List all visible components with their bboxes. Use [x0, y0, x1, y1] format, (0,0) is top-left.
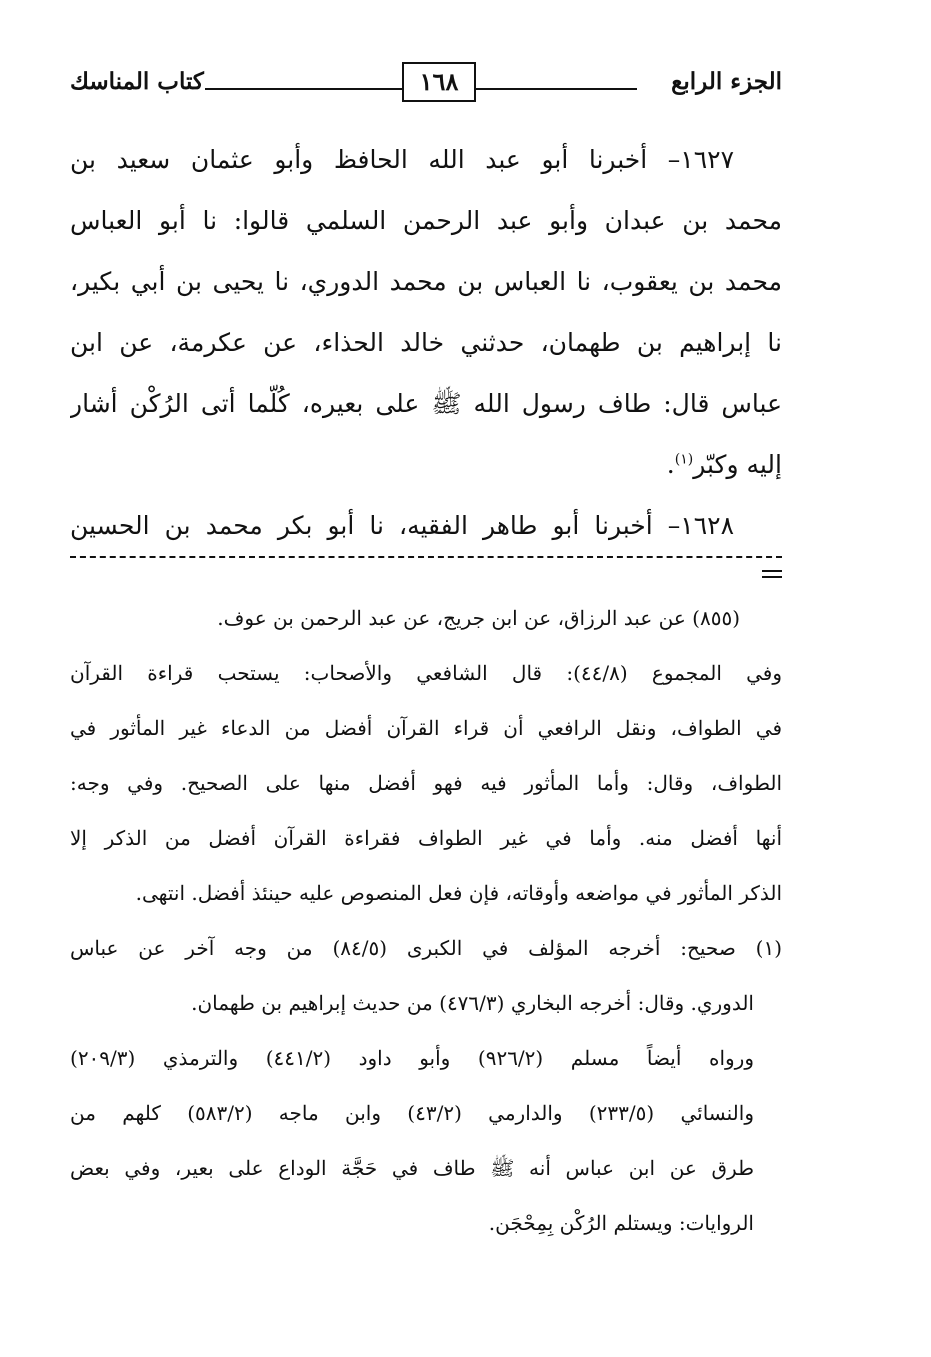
hadith-line-text: إليه وكبّر: [693, 450, 782, 479]
footnote-line: في الطواف، ونقل الرافعي أن قراء القرآن أفضل من الدعاء غير المأثور في: [70, 716, 782, 740]
footnote-line: أنها أفضل منه. وأما في غير الطواف فقراءة القرآن أفضل من الذكر إلا: [70, 826, 782, 850]
footnote-line: الذكر المأثور في مواضعه وأوقاته، فإن فعل المنصوص عليه حينئذ أفضل. انتهى.: [135, 881, 782, 905]
footnote-line: الطواف، وقال: وأما المأثور فيه فهو أفضل منها على الصحيح. وفي وجه:: [70, 771, 782, 795]
running-header: [70, 62, 782, 108]
hadith-line-last: [70, 445, 782, 485]
header-rule-right: [476, 88, 637, 90]
header-rule-left: [205, 88, 402, 90]
footnote-line: (٨٥٥) عن عبد الرزاق، عن ابن جريج، عن عبد الرحمن بن عوف.: [217, 606, 740, 630]
hadith-line: ١٦٢٧– أخبرنا أبو عبد الله الحافظ وأبو عثمان سعيد بن: [70, 145, 734, 174]
hadith-line: ١٦٢٨– أخبرنا أبو طاهر الفقيه، نا أبو بكر محمد بن الحسين: [70, 511, 734, 540]
hadith-line: محمد بن يعقوب، نا العباس بن محمد الدوري، نا يحيى بن أبي بكير،: [70, 267, 782, 296]
footnote-line: الدوري. وقال: أخرجه البخاري (٤٧٦/٣) من حديث إبراهيم بن طهمان.: [191, 991, 754, 1015]
book-title: كتاب المناسك: [70, 68, 204, 95]
separator-mark: [762, 570, 782, 572]
footnote-line: طرق عن ابن عباس أنه ﷺ طاف في حَجَّة الوداع على بعير، وفي بعض: [70, 1156, 754, 1180]
volume-label: الجزء الرابع: [671, 68, 782, 95]
footnote-marker: (١): [674, 451, 694, 468]
footnote-line: والنسائي (٢٣٣/٥) والدارمي (٤٣/٢) وابن ماجه (٥٨٣/٢) كلهم من: [70, 1101, 754, 1125]
page-number: ١٦٨: [402, 62, 476, 102]
hadith-line: محمد بن عبدان وأبو عبد الرحمن السلمي قالوا: نا أبو العباس: [70, 206, 782, 235]
separator-dashes: [70, 556, 782, 558]
separator-mark: [762, 576, 782, 578]
footnote-line: وفي المجموع (٤٤/٨): قال الشافعي والأصحاب: يستحب قراءة القرآن: [70, 661, 782, 685]
footnote-line: ورواه أيضاً مسلم (٩٢٦/٢) وأبو داود (٤٤١/٢) والترمذي (٢٠٩/٣): [70, 1046, 754, 1070]
footnote-line: (١) صحيح: أخرجه المؤلف في الكبرى (٨٤/٥) من وجه آخر عن عباس: [70, 936, 782, 960]
hadith-line: عباس قال: طاف رسول الله ﷺ على بعيره، كُلّما أتى الرُكْن أشار: [70, 389, 782, 418]
sentence-end: .: [666, 450, 675, 479]
hadith-line: نا إبراهيم بن طهمان، حدثني خالد الحذاء، عن عكرمة، عن ابن: [70, 328, 782, 357]
footnote-line: الروايات: ويستلم الرُكْن بِمِحْجَن.: [488, 1211, 754, 1235]
footnote-separator: [70, 556, 782, 586]
